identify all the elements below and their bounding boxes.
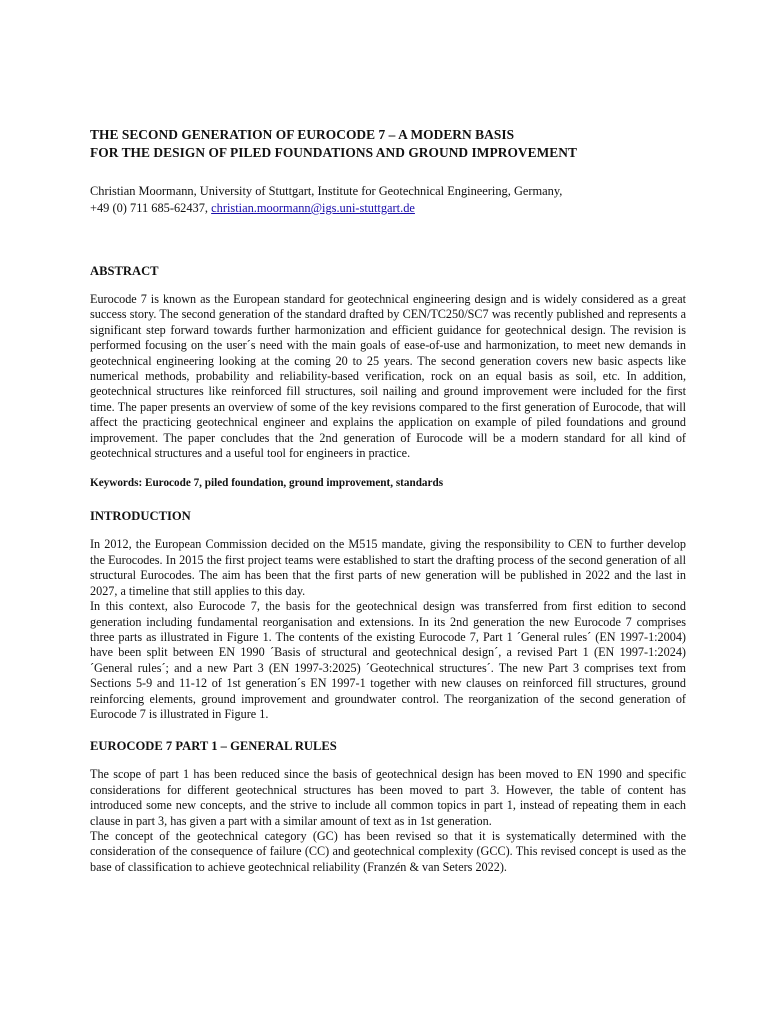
- keywords: Keywords: Eurocode 7, piled foundation, ground improvement, standards: [90, 477, 444, 490]
- abstract-text: Eurocode 7 is known as the European standard for geotechnical engineering design and is widely considered as a great success story. The second generation of the standard drafted by CEN/TC250/SC7 was recently published and represents a significant step forward towards further harmonization and efficient guidance for geotechnical design. The revision is performed focusing on the user´s need with the main goals of ease-of-use and harmonization, to meet new demands in geotechnical engineering looking at the coming 20 to 25 years. The second generation covers new basic aspects like numerical methods, probability and reliability-based verification, rock on an equal basis as soil, etc. In addition, geotechnical structures like reinforced fill structures, soil nailing and ground improvement were included for the first time. The paper presents an overview of some of the key revisions compared to the first generation of Eurocode, that will affect the practicing geotechnical engineer and explains the application on example of piled foundations and ground improvement. The paper concludes that the 2nd generation of Eurocode will be a modern standard for all kind of geotechnical structures and a useful tool for engineers in practice.: [90, 292, 686, 461]
- part1-para-2: The concept of the geotechnical category (GC) has been revised so that it is systematically determined with the consideration of the consequence of failure (CC) and geotechnical complexity (GCC). This revised concept is used as the base of classification to achieve geotechnical reliability (Franzén & van Seters 2022).: [90, 828, 686, 874]
- part1-para-1: The scope of part 1 has been reduced since the basis of geotechnical design has been moved to EN 1990 and specific considerations for different geotechnical structures has been moved to part 3. However, the table of content has introduced some new concepts, and the strive to include all common topics in part 1, instead of repeating them in each clause in part 3, has given a part with a similar amount of text as in 1st generation.: [90, 767, 686, 828]
- paper-title: [90, 126, 686, 162]
- paper-page: [90, 126, 686, 875]
- title-line-1: THE SECOND GENERATION OF EUROCODE 7 – A MODERN BASIS: [90, 127, 515, 142]
- part1-heading: EUROCODE 7 PART 1 – GENERAL RULES: [90, 739, 337, 754]
- introduction-para-1: In 2012, the European Commission decided on the M515 mandate, giving the responsibility to CEN to further develop the Eurocodes. In 2015 the first project teams were established to start the drafting process of the second generation of all structural Eurocodes. The aim has been that the first parts of new generation will be published in 2022 and the last in 2027, a timeline that still applies to this day.: [90, 537, 686, 598]
- author-phone: +49 (0) 711 685-62437,: [90, 201, 212, 215]
- author-affiliation: Christian Moormann, University of Stuttgart, Institute for Geotechnical Engineering, Germany,: [90, 184, 563, 198]
- author-contact: [90, 200, 686, 217]
- author-email-link[interactable]: christian.moormann@igs.uni-stuttgart.de: [211, 201, 415, 215]
- abstract-heading: ABSTRACT: [90, 264, 159, 278]
- title-line-2: FOR THE DESIGN OF PILED FOUNDATIONS AND GROUND IMPROVEMENT: [90, 145, 577, 160]
- introduction-heading: INTRODUCTION: [90, 509, 191, 524]
- author-block: [90, 183, 686, 217]
- introduction-para-2: In this context, also Eurocode 7, the basis for the geotechnical design was transferred from first edition to second generation including fundamental reorganisation and extensions. In its 2nd generation the new Eurocode 7 comprises three parts as illustrated in Figure 1. The contents of the existing Eurocode 7, Part 1 ´General rules´ (EN 1997-1:2004) have been split between EN 1990 ´Basis of structural and geotechnical design´, a revised Part 1 (EN 1997-1:2024) ´General rules´; and a new Part 3 (EN 1997-3:2025) ´Geotechnical structures´. The new Part 3 comprises text from Sections 5-9 and 11-12 of 1st generation´s EN 1997-1 together with new clauses on reinforced fill structures, ground reinforcing elements, ground improvement and groundwater control. The reorganization of the second generation of Eurocode 7 is illustrated in Figure 1.: [90, 599, 686, 721]
